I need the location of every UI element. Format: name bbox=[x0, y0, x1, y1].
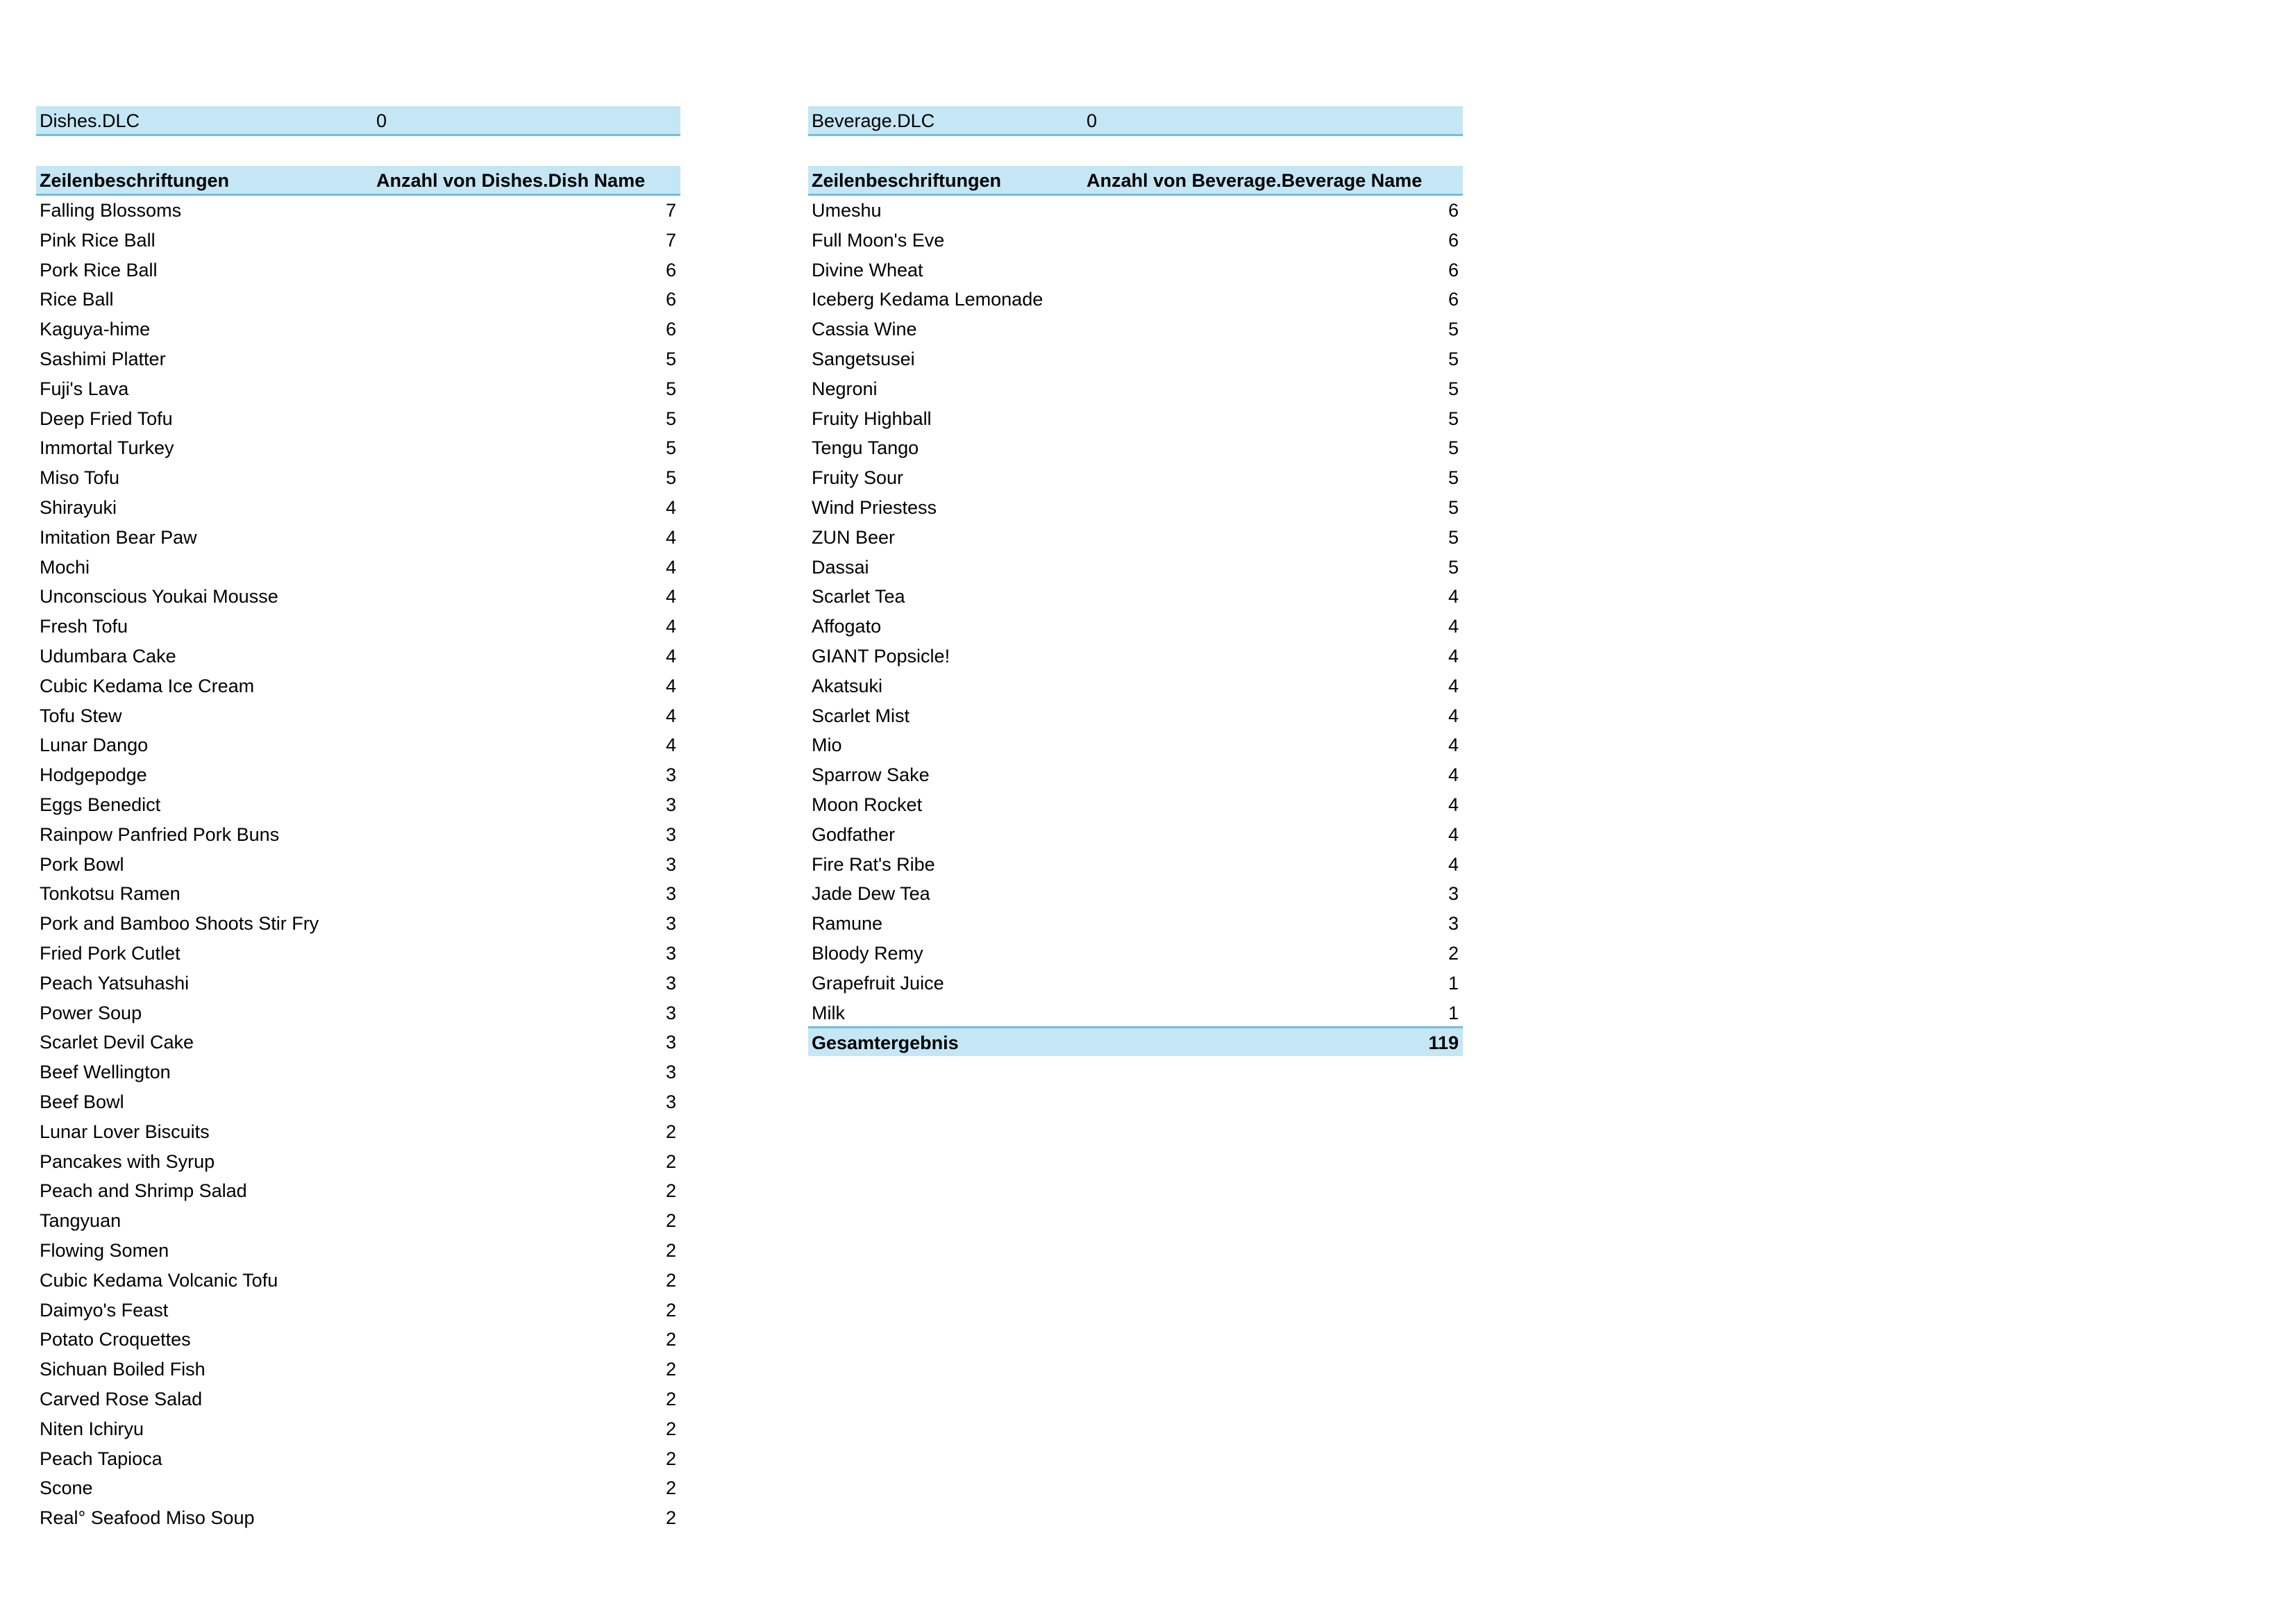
row-label: Carved Rose Salad bbox=[40, 1389, 203, 1409]
beverage-filter-field: Beverage.DLC bbox=[812, 110, 935, 131]
table-row bbox=[36, 1503, 680, 1533]
table-row bbox=[36, 939, 680, 969]
row-label: Affogato bbox=[812, 616, 882, 637]
row-label: Niten Ichiryu bbox=[40, 1418, 144, 1439]
row-label: Cubic Kedama Ice Cream bbox=[40, 675, 255, 696]
row-count: 2 bbox=[665, 1507, 676, 1529]
row-count: 5 bbox=[1448, 497, 1459, 518]
row-label: Jade Dew Tea bbox=[812, 883, 930, 905]
table-row bbox=[36, 850, 680, 880]
table-row bbox=[36, 642, 680, 671]
table-row bbox=[36, 701, 680, 731]
row-label: Fruity Sour bbox=[812, 467, 904, 489]
table-row bbox=[36, 1206, 680, 1236]
table-row bbox=[808, 196, 1463, 226]
row-count: 1 bbox=[1448, 1002, 1459, 1023]
row-count: 2 bbox=[665, 1121, 676, 1142]
table-row bbox=[808, 730, 1463, 760]
row-label: Pork Rice Ball bbox=[40, 259, 158, 281]
row-count: 4 bbox=[665, 556, 676, 578]
row-label: Umeshu bbox=[812, 200, 882, 221]
row-count: 3 bbox=[665, 764, 676, 786]
row-label: Fuji's Lava bbox=[40, 378, 129, 399]
table-row bbox=[36, 315, 680, 344]
row-count: 3 bbox=[665, 823, 676, 845]
row-count: 4 bbox=[665, 705, 676, 726]
table-row bbox=[36, 730, 680, 760]
table-row bbox=[36, 285, 680, 315]
row-label: Fruity Highball bbox=[812, 408, 932, 429]
row-label: Sparrow Sake bbox=[812, 764, 930, 786]
row-label: Peach and Shrimp Salad bbox=[40, 1180, 247, 1202]
row-label: ZUN Beer bbox=[812, 526, 896, 548]
row-label: Rainpow Panfried Pork Buns bbox=[40, 823, 280, 845]
row-label: Mio bbox=[812, 735, 842, 756]
row-label: Rice Ball bbox=[40, 289, 114, 310]
row-count: 4 bbox=[665, 675, 676, 696]
beverage-total-value: 119 bbox=[1428, 1032, 1459, 1054]
table-row bbox=[36, 760, 680, 790]
row-label: Lunar Lover Biscuits bbox=[40, 1121, 210, 1142]
row-count: 4 bbox=[665, 586, 676, 608]
row-label: Peach Tapioca bbox=[40, 1448, 162, 1469]
row-count: 5 bbox=[1448, 556, 1459, 578]
table-row bbox=[808, 285, 1463, 315]
row-count: 3 bbox=[665, 794, 676, 815]
table-row bbox=[36, 374, 680, 404]
table-row bbox=[36, 879, 680, 909]
row-count: 4 bbox=[1448, 823, 1459, 845]
row-count: 2 bbox=[1448, 943, 1459, 964]
row-count: 3 bbox=[665, 913, 676, 935]
row-label: Beef Bowl bbox=[40, 1091, 124, 1112]
row-label: Mochi bbox=[40, 556, 90, 578]
table-row bbox=[808, 790, 1463, 820]
table-row bbox=[36, 1117, 680, 1147]
row-label: Sangetsusei bbox=[812, 349, 915, 369]
table-row bbox=[36, 523, 680, 553]
row-count: 5 bbox=[1448, 526, 1459, 548]
row-label: Immortal Turkey bbox=[40, 437, 174, 459]
row-count: 4 bbox=[665, 735, 676, 756]
row-count: 6 bbox=[1448, 200, 1459, 221]
beverage-filter-row[interactable] bbox=[808, 106, 1463, 136]
table-row bbox=[36, 1147, 680, 1177]
row-label: Tangyuan bbox=[40, 1210, 121, 1232]
row-count: 5 bbox=[665, 349, 676, 369]
beverage-total-label: Gesamtergebnis bbox=[812, 1032, 959, 1054]
row-label: Dassai bbox=[812, 556, 869, 578]
beverage-header-row bbox=[808, 166, 1463, 196]
table-row bbox=[36, 196, 680, 226]
row-count: 6 bbox=[1448, 289, 1459, 310]
table-row bbox=[36, 463, 680, 493]
row-count: 5 bbox=[1448, 467, 1459, 489]
row-label: Falling Blossoms bbox=[40, 200, 182, 221]
row-label: Deep Fried Tofu bbox=[40, 408, 173, 429]
row-count: 2 bbox=[665, 1477, 676, 1499]
table-row bbox=[808, 701, 1463, 731]
row-label: Power Soup bbox=[40, 1002, 142, 1023]
row-label: Daimyo's Feast bbox=[40, 1299, 169, 1321]
row-label: Scarlet Devil Cake bbox=[40, 1032, 194, 1053]
row-count: 5 bbox=[665, 408, 676, 429]
row-count: 1 bbox=[1448, 972, 1459, 994]
row-label: Tengu Tango bbox=[812, 437, 919, 459]
row-label: Pork Bowl bbox=[40, 853, 124, 875]
row-count: 6 bbox=[1448, 229, 1459, 251]
table-row bbox=[36, 493, 680, 523]
row-label: Real° Seafood Miso Soup bbox=[40, 1507, 255, 1529]
table-row bbox=[36, 582, 680, 612]
row-label: Bloody Remy bbox=[812, 943, 923, 964]
table-row bbox=[36, 1236, 680, 1266]
table-row bbox=[36, 256, 680, 285]
row-label: Kaguya-hime bbox=[40, 319, 151, 340]
row-label: Sichuan Boiled Fish bbox=[40, 1359, 206, 1380]
row-count: 4 bbox=[1448, 586, 1459, 608]
table-row bbox=[36, 969, 680, 998]
row-count: 3 bbox=[665, 1091, 676, 1112]
table-row bbox=[808, 671, 1463, 701]
table-row bbox=[808, 523, 1463, 553]
row-count: 3 bbox=[665, 972, 676, 994]
row-count: 4 bbox=[665, 646, 676, 667]
table-row bbox=[36, 1355, 680, 1384]
row-label: Udumbara Cake bbox=[40, 646, 176, 667]
row-count: 6 bbox=[665, 289, 676, 310]
table-row bbox=[36, 998, 680, 1028]
row-label: Fresh Tofu bbox=[40, 616, 128, 637]
table-row bbox=[36, 433, 680, 463]
row-count: 2 bbox=[665, 1269, 676, 1291]
table-row bbox=[36, 1444, 680, 1474]
row-label: Miso Tofu bbox=[40, 467, 120, 489]
row-label: Ramune bbox=[812, 913, 883, 935]
row-count: 3 bbox=[1448, 883, 1459, 905]
row-count: 4 bbox=[1448, 675, 1459, 696]
table-row bbox=[808, 374, 1463, 404]
row-count: 5 bbox=[665, 437, 676, 459]
beverage-row-labels-header[interactable]: Zeilenbeschriftungen bbox=[812, 170, 1002, 191]
row-count: 2 bbox=[665, 1359, 676, 1380]
row-count: 5 bbox=[1448, 319, 1459, 340]
table-row bbox=[808, 344, 1463, 374]
table-row bbox=[36, 344, 680, 374]
table-row bbox=[36, 1176, 680, 1206]
row-label: Peach Yatsuhashi bbox=[40, 972, 190, 994]
row-count: 6 bbox=[1448, 259, 1459, 281]
row-label: Imitation Bear Paw bbox=[40, 526, 197, 548]
row-count: 2 bbox=[665, 1329, 676, 1350]
table-row bbox=[808, 969, 1463, 998]
row-count: 5 bbox=[1448, 349, 1459, 369]
table-row bbox=[808, 315, 1463, 344]
table-row bbox=[808, 404, 1463, 434]
row-count: 2 bbox=[665, 1299, 676, 1321]
table-row bbox=[36, 1473, 680, 1503]
table-row bbox=[808, 553, 1463, 583]
row-label: Potato Croquettes bbox=[40, 1329, 191, 1350]
row-label: Wind Priestess bbox=[812, 497, 937, 518]
row-label: Fire Rat's Ribe bbox=[812, 853, 935, 875]
row-label: Fried Pork Cutlet bbox=[40, 943, 181, 964]
row-count: 2 bbox=[665, 1418, 676, 1439]
row-count: 3 bbox=[665, 883, 676, 905]
dishes-filter-value[interactable]: 0 bbox=[376, 110, 387, 131]
row-label: Grapefruit Juice bbox=[812, 972, 944, 994]
table-row bbox=[36, 1057, 680, 1087]
row-count: 5 bbox=[1448, 437, 1459, 459]
beverage-count-header: Anzahl von Beverage.Beverage Name bbox=[1087, 170, 1423, 191]
table-row bbox=[36, 1087, 680, 1117]
table-row bbox=[36, 1266, 680, 1296]
row-label: Eggs Benedict bbox=[40, 794, 161, 815]
table-row bbox=[808, 433, 1463, 463]
row-label: Divine Wheat bbox=[812, 259, 923, 281]
row-count: 4 bbox=[665, 526, 676, 548]
table-row bbox=[808, 820, 1463, 850]
table-row bbox=[808, 939, 1463, 969]
row-count: 6 bbox=[665, 319, 676, 340]
row-label: Negroni bbox=[812, 378, 878, 399]
row-count: 4 bbox=[1448, 705, 1459, 726]
row-label: Milk bbox=[812, 1002, 845, 1023]
dishes-filter-row[interactable] bbox=[36, 106, 680, 136]
table-row bbox=[808, 642, 1463, 671]
table-row bbox=[36, 1414, 680, 1444]
table-row bbox=[36, 909, 680, 939]
row-count: 2 bbox=[665, 1448, 676, 1469]
row-label: Shirayuki bbox=[40, 497, 117, 518]
dishes-count-header: Anzahl von Dishes.Dish Name bbox=[376, 170, 646, 191]
table-row bbox=[36, 612, 680, 642]
row-count: 2 bbox=[665, 1240, 676, 1261]
row-count: 5 bbox=[665, 467, 676, 489]
table-row bbox=[808, 463, 1463, 493]
table-row bbox=[808, 493, 1463, 523]
table-row bbox=[36, 1028, 680, 1057]
row-count: 3 bbox=[1448, 913, 1459, 935]
row-count: 2 bbox=[665, 1210, 676, 1232]
row-label: Pink Rice Ball bbox=[40, 229, 156, 251]
dishes-row-labels-header[interactable]: Zeilenbeschriftungen bbox=[40, 170, 230, 191]
row-label: Lunar Dango bbox=[40, 735, 149, 756]
table-row bbox=[36, 790, 680, 820]
row-count: 4 bbox=[1448, 794, 1459, 815]
row-count: 6 bbox=[665, 259, 676, 281]
beverage-filter-value[interactable]: 0 bbox=[1087, 110, 1098, 131]
row-count: 4 bbox=[665, 616, 676, 637]
row-label: Scarlet Mist bbox=[812, 705, 910, 726]
row-count: 7 bbox=[665, 200, 676, 221]
row-count: 4 bbox=[1448, 616, 1459, 637]
row-label: Flowing Somen bbox=[40, 1240, 169, 1261]
row-label: Pork and Bamboo Shoots Stir Fry bbox=[40, 913, 319, 935]
row-count: 4 bbox=[665, 497, 676, 518]
row-label: Scone bbox=[40, 1477, 93, 1499]
row-count: 3 bbox=[665, 943, 676, 964]
row-label: Pancakes with Syrup bbox=[40, 1150, 215, 1172]
table-row bbox=[808, 226, 1463, 256]
row-count: 3 bbox=[665, 1002, 676, 1023]
table-row bbox=[808, 850, 1463, 880]
row-count: 4 bbox=[1448, 646, 1459, 667]
table-row bbox=[808, 760, 1463, 790]
row-label: Godfather bbox=[812, 823, 896, 845]
table-row bbox=[36, 404, 680, 434]
row-count: 3 bbox=[665, 853, 676, 875]
row-label: Tonkotsu Ramen bbox=[40, 883, 181, 905]
row-label: Scarlet Tea bbox=[812, 586, 905, 608]
table-row bbox=[808, 998, 1463, 1028]
row-label: Tofu Stew bbox=[40, 705, 122, 726]
row-label: Moon Rocket bbox=[812, 794, 923, 815]
row-label: Hodgepodge bbox=[40, 764, 147, 786]
row-label: Iceberg Kedama Lemonade bbox=[812, 289, 1044, 310]
table-row bbox=[36, 1384, 680, 1414]
row-count: 2 bbox=[665, 1150, 676, 1172]
table-row bbox=[808, 879, 1463, 909]
table-row bbox=[36, 226, 680, 256]
table-row bbox=[808, 909, 1463, 939]
table-row bbox=[808, 256, 1463, 285]
row-count: 5 bbox=[665, 378, 676, 399]
row-label: Cubic Kedama Volcanic Tofu bbox=[40, 1269, 278, 1291]
row-label: Sashimi Platter bbox=[40, 349, 166, 369]
row-count: 4 bbox=[1448, 764, 1459, 786]
table-row bbox=[36, 820, 680, 850]
dishes-filter-field: Dishes.DLC bbox=[40, 110, 140, 131]
row-label: Akatsuki bbox=[812, 675, 883, 696]
table-row bbox=[808, 612, 1463, 642]
table-row bbox=[808, 582, 1463, 612]
row-count: 4 bbox=[1448, 735, 1459, 756]
dishes-header-row bbox=[36, 166, 680, 196]
table-row bbox=[36, 671, 680, 701]
row-count: 7 bbox=[665, 229, 676, 251]
table-row bbox=[36, 1296, 680, 1325]
row-count: 2 bbox=[665, 1180, 676, 1202]
row-label: Unconscious Youkai Mousse bbox=[40, 586, 278, 608]
row-count: 3 bbox=[665, 1062, 676, 1083]
row-label: Full Moon's Eve bbox=[812, 229, 945, 251]
beverage-total-row bbox=[808, 1026, 1463, 1056]
row-label: Cassia Wine bbox=[812, 319, 917, 340]
row-count: 2 bbox=[665, 1389, 676, 1409]
row-count: 4 bbox=[1448, 853, 1459, 875]
table-row bbox=[36, 553, 680, 583]
row-count: 5 bbox=[1448, 378, 1459, 399]
row-label: Beef Wellington bbox=[40, 1062, 171, 1083]
table-row bbox=[36, 1325, 680, 1355]
row-count: 5 bbox=[1448, 408, 1459, 429]
row-count: 3 bbox=[665, 1032, 676, 1053]
row-label: GIANT Popsicle! bbox=[812, 646, 950, 667]
